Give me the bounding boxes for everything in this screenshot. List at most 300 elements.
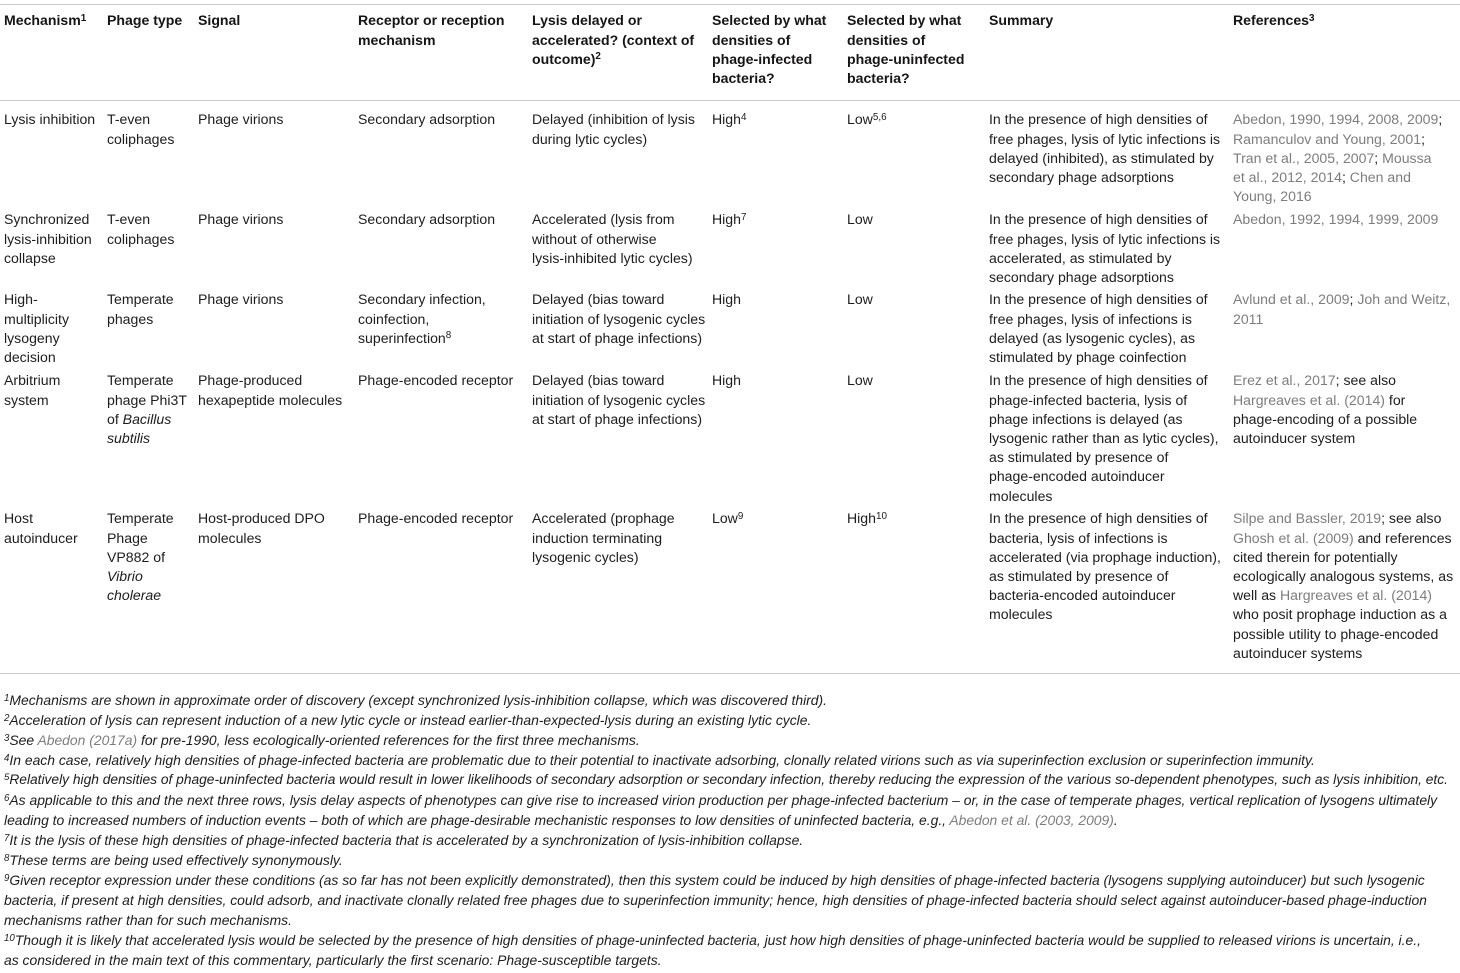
text-segment: Secondary infection, bbox=[358, 291, 486, 308]
text-segment: phage-encoded autoinducer bbox=[989, 468, 1165, 485]
column-header-signal bbox=[198, 11, 354, 30]
text-segment: In the presence of high densities of bbox=[989, 372, 1208, 389]
reference-link[interactable]: Abedon, 1992, 1994, 1999, 2009 bbox=[1233, 211, 1439, 228]
text-segment: initiation of lysogenic cycles bbox=[532, 310, 706, 327]
column-header-infected-density bbox=[712, 11, 843, 88]
cell-line bbox=[989, 586, 1175, 605]
cell-summary bbox=[989, 371, 1229, 505]
text-segment: In the presence of high densities of bbox=[989, 291, 1208, 308]
cell-line bbox=[198, 391, 342, 410]
cell-phage-type bbox=[107, 371, 194, 448]
cell-line bbox=[1233, 130, 1425, 149]
text-segment: Delayed (inhibition of lysis bbox=[532, 111, 695, 128]
footnote-9 bbox=[4, 870, 1456, 930]
text-segment: Temperate bbox=[107, 510, 174, 527]
text-segment: mechanisms rather than for such mechanisms. bbox=[4, 912, 292, 928]
reference-link[interactable]: Young, 2016 bbox=[1233, 188, 1312, 205]
text-segment: bacteria, if present at high densities, could adsorb, and inactivate clonally related free phages due to superinfection immunity; hence, high densities of phage-infected bacteria should select against autoinducer-based phage-induction bbox=[4, 892, 1427, 908]
cell-line bbox=[107, 11, 182, 30]
text-segment: Lysis delayed or bbox=[532, 12, 642, 29]
text-segment: densities of bbox=[847, 31, 926, 48]
footnote-number: 4 bbox=[4, 752, 10, 764]
column-header-mechanism bbox=[4, 11, 103, 30]
text-segment: Receptor or reception bbox=[358, 12, 505, 29]
reference-link[interactable]: Moussa bbox=[1382, 149, 1432, 166]
cell-line bbox=[1233, 644, 1362, 663]
cell-line bbox=[107, 230, 174, 249]
text-segment: autoinducer system bbox=[1233, 429, 1356, 446]
cell-mechanism bbox=[4, 371, 103, 409]
cell-line bbox=[1233, 371, 1396, 390]
text-segment: leading to increased numbers of induction events – both of which are phage-desirable mechanistic responses to low densities of uninfected bacteria, e.g., bbox=[4, 812, 950, 828]
cell-line bbox=[358, 31, 436, 50]
superscript-marker: 7 bbox=[741, 211, 747, 223]
footnote-2 bbox=[4, 710, 1456, 730]
reference-link[interactable]: Erez et al., 2017 bbox=[1233, 372, 1336, 389]
text-segment: phage infections is delayed (as bbox=[989, 410, 1183, 427]
cell-line bbox=[712, 110, 746, 129]
text-segment: lysogeny bbox=[4, 329, 60, 346]
reference-link[interactable]: Hargreaves et al. (2014) bbox=[1280, 587, 1432, 604]
text-segment: ; see also bbox=[1381, 510, 1442, 527]
cell-line bbox=[532, 130, 647, 149]
text-segment: Arbitrium bbox=[4, 372, 61, 389]
text-segment: Delayed (bias toward bbox=[532, 291, 665, 308]
cell-references bbox=[1233, 509, 1454, 663]
text-segment: Low bbox=[847, 291, 873, 308]
text-segment: References bbox=[1233, 12, 1309, 29]
footnote-line bbox=[4, 790, 1437, 810]
cell-line bbox=[1233, 605, 1447, 624]
cell-line bbox=[358, 290, 486, 309]
text-segment: Phage virions bbox=[198, 211, 284, 228]
text-segment: Synchronized bbox=[4, 211, 90, 228]
cell-signal bbox=[198, 110, 354, 129]
text-segment: Low bbox=[847, 211, 873, 228]
table-top-rule bbox=[0, 4, 1460, 5]
cell-line bbox=[989, 149, 1214, 168]
text-segment: Acceleration of lysis can represent induction of a new lytic cycle or instead earlier-than-expected-lysis during an existing lytic cycle. bbox=[9, 712, 812, 728]
text-segment: for bbox=[1384, 391, 1406, 408]
cell-line bbox=[1233, 110, 1442, 129]
text-segment: phage-infected bacteria, lysis of bbox=[989, 391, 1188, 408]
text-segment: molecules bbox=[989, 606, 1053, 623]
footnote-line bbox=[4, 730, 640, 750]
cell-line bbox=[989, 348, 1186, 367]
text-segment: Phage-encoded receptor bbox=[358, 372, 514, 389]
cell-mechanism bbox=[4, 509, 103, 547]
text-segment: for pre-1990, less ecologically-oriented references for the first three mechanisms. bbox=[137, 732, 640, 748]
cell-phage-type bbox=[107, 509, 194, 605]
footnote-number: 3 bbox=[4, 732, 10, 744]
text-segment: molecules bbox=[198, 529, 262, 546]
cell-line bbox=[532, 230, 657, 249]
text-segment: as stimulated by presence of bbox=[989, 449, 1169, 466]
text-segment: ; bbox=[1421, 130, 1425, 147]
cell-summary bbox=[989, 509, 1229, 624]
text-segment: free phages, lysis of infections is bbox=[989, 310, 1192, 327]
cell-mechanism bbox=[4, 290, 103, 367]
text-segment: High bbox=[712, 372, 741, 389]
italic-text: Vibrio bbox=[107, 567, 143, 584]
cell-line bbox=[1233, 310, 1263, 329]
text-segment: . bbox=[1113, 812, 1118, 828]
text-segment: Delayed (bias toward bbox=[532, 372, 665, 389]
text-segment: superinfection bbox=[358, 329, 446, 346]
footnote-8 bbox=[4, 850, 1456, 870]
cell-infected-density bbox=[712, 290, 843, 309]
cell-line bbox=[107, 310, 153, 329]
cell-line bbox=[4, 230, 92, 249]
text-segment: at start of phage infections) bbox=[532, 410, 703, 427]
text-segment: bacteria, lysis of infections is bbox=[989, 529, 1168, 546]
footnote-number: 9 bbox=[4, 872, 10, 884]
reference-link[interactable]: 2011 bbox=[1233, 310, 1264, 327]
cell-line bbox=[989, 467, 1165, 486]
text-segment: lysogenic cycles) bbox=[532, 548, 639, 565]
cell-uninfected-density bbox=[847, 210, 985, 229]
text-segment: Given receptor expression under these conditions (as so far has not been explicitly demonstrated), then this system could be induced by high densities of phage-infected bacteria (lysogens supplying autoinducer) but such lysogenic bbox=[9, 872, 1425, 888]
cell-line bbox=[712, 290, 741, 309]
italic-text: subtilis bbox=[107, 429, 151, 446]
cell-receptor bbox=[358, 110, 528, 129]
text-segment: during lytic cycles) bbox=[532, 130, 648, 147]
text-segment: Summary bbox=[989, 12, 1054, 29]
text-segment: mechanism bbox=[358, 31, 436, 48]
text-segment: of bbox=[107, 410, 123, 427]
text-segment: autoinducer systems bbox=[1233, 644, 1363, 661]
cell-infected-density bbox=[712, 509, 843, 528]
text-segment: T-even bbox=[107, 211, 151, 228]
cell-line bbox=[4, 290, 38, 309]
text-segment: Though it is likely that accelerated lysis would be selected by the presence of high densities of phage-uninfected bacteria, just how high densities of phage-uninfected bacteria would be supplied to released virions is uncertain, i.e., bbox=[14, 932, 1421, 948]
text-segment: free phages, lysis of lytic infections is bbox=[989, 130, 1221, 147]
reference-link[interactable]: Joh and Weitz, bbox=[1357, 291, 1451, 308]
text-segment: collapse bbox=[4, 249, 56, 266]
cell-line bbox=[358, 210, 495, 229]
cell-line bbox=[358, 110, 495, 129]
cell-line bbox=[107, 586, 161, 605]
cell-signal bbox=[198, 509, 354, 547]
cell-line bbox=[4, 11, 86, 30]
cell-lysis-outcome bbox=[532, 290, 708, 348]
text-segment: Temperate bbox=[107, 291, 174, 308]
text-segment: Phage-produced bbox=[198, 372, 303, 389]
text-segment: accelerated, as stimulated by bbox=[989, 249, 1172, 266]
text-segment: VP882 of bbox=[107, 548, 165, 565]
text-segment: ; bbox=[1349, 291, 1358, 308]
column-header-references bbox=[1233, 11, 1454, 30]
text-segment: ; bbox=[1374, 149, 1383, 166]
cell-line bbox=[989, 110, 1208, 129]
cell-line bbox=[712, 509, 743, 528]
footnote-number: 2 bbox=[4, 712, 10, 724]
column-header-receptor bbox=[358, 11, 528, 49]
cell-line bbox=[532, 310, 705, 329]
cell-line bbox=[1233, 149, 1432, 168]
cell-mechanism bbox=[4, 210, 103, 268]
text-segment: cited therein for potentially bbox=[1233, 548, 1398, 565]
reference-link[interactable]: Ramanculov and Young, 2001 bbox=[1233, 130, 1422, 147]
text-segment: hexapeptide molecules bbox=[198, 391, 343, 408]
cell-line bbox=[532, 290, 664, 309]
text-segment: initiation of lysogenic cycles bbox=[532, 391, 706, 408]
cell-receptor bbox=[358, 509, 528, 528]
text-segment: phage-encoding of a possible bbox=[1233, 410, 1418, 427]
cell-line bbox=[358, 329, 451, 348]
cell-line bbox=[989, 329, 1195, 348]
text-segment: phage-uninfected bbox=[847, 50, 965, 67]
text-segment: Mechanisms are shown in approximate order of discovery (except synchronized lysis-inhibition collapse, which was discovered third). bbox=[9, 692, 828, 708]
cell-line bbox=[989, 168, 1174, 187]
footnote-line bbox=[4, 890, 1427, 910]
reference-link[interactable]: Silpe and Bassler, 2019 bbox=[1233, 510, 1382, 527]
text-segment: ; bbox=[1438, 111, 1443, 128]
cell-line bbox=[989, 130, 1220, 149]
cell-line bbox=[1233, 11, 1314, 30]
text-segment: High- bbox=[4, 291, 38, 308]
text-segment: Accelerated (lysis from bbox=[532, 211, 675, 228]
cell-line bbox=[847, 290, 873, 309]
footnote-line bbox=[4, 830, 803, 850]
cell-line bbox=[532, 249, 693, 268]
cell-line bbox=[847, 110, 887, 129]
cell-line bbox=[712, 69, 775, 88]
text-segment: Selected by what bbox=[712, 12, 827, 29]
text-segment: Temperate bbox=[107, 372, 174, 389]
text-segment: possible utility to phage-encoded bbox=[1233, 625, 1439, 642]
cell-infected-density bbox=[712, 210, 843, 229]
footnote-6 bbox=[4, 790, 1456, 830]
text-segment: coliphages bbox=[107, 130, 175, 147]
cell-line bbox=[532, 371, 664, 390]
cell-uninfected-density bbox=[847, 290, 985, 309]
cell-line bbox=[4, 249, 56, 268]
text-segment: induction terminating bbox=[532, 529, 663, 546]
cell-line bbox=[989, 249, 1172, 268]
text-segment: accelerated? (context of bbox=[532, 31, 695, 48]
cell-line bbox=[4, 371, 60, 390]
cell-line bbox=[532, 548, 639, 567]
cell-line bbox=[4, 110, 95, 129]
italic-text: Bacillus bbox=[122, 410, 172, 427]
cell-line bbox=[358, 310, 429, 329]
text-segment: autoinducer bbox=[4, 529, 78, 546]
superscript-marker: 2 bbox=[595, 51, 601, 63]
cell-line bbox=[107, 290, 174, 309]
text-segment: High bbox=[712, 111, 741, 128]
footnote-number: 10 bbox=[4, 932, 15, 944]
text-segment: phages bbox=[107, 310, 154, 327]
cell-line bbox=[1233, 391, 1405, 410]
column-header-lysis-outcome bbox=[532, 11, 708, 69]
text-segment: Mechanism bbox=[4, 12, 81, 29]
text-segment: Relatively high densities of phage-uninfected bacteria would result in lower likelihoods of secondary adsorption or secondary infection, thereby reducing the expression of the various so-dependent phenotypes, such as lysis inhibition, etc. bbox=[9, 772, 1448, 787]
cell-line bbox=[1233, 290, 1450, 309]
italic-text: cholerae bbox=[107, 587, 162, 604]
cell-line bbox=[989, 290, 1208, 309]
text-segment: bacteria? bbox=[847, 69, 910, 86]
cell-line bbox=[989, 391, 1187, 410]
cell-line bbox=[989, 509, 1208, 528]
cell-line bbox=[358, 11, 504, 30]
cell-line bbox=[4, 210, 89, 229]
footnote-line bbox=[4, 850, 343, 870]
cell-phage-type bbox=[107, 290, 194, 328]
cell-line bbox=[1233, 529, 1452, 548]
cell-line bbox=[358, 509, 513, 528]
reference-link[interactable]: Ghosh et al. (2009) bbox=[1233, 529, 1354, 546]
cell-signal bbox=[198, 290, 354, 309]
column-header-uninfected-density bbox=[847, 11, 985, 88]
text-segment: bacteria-encoded autoinducer bbox=[989, 587, 1176, 604]
superscript-marker: 10 bbox=[876, 510, 887, 522]
footnote-number: 1 bbox=[4, 692, 10, 704]
text-segment: In the presence of high densities of bbox=[989, 111, 1208, 128]
cell-line bbox=[4, 329, 60, 348]
text-segment: as stimulated by presence of bbox=[989, 567, 1169, 584]
reference-link[interactable]: Avlund et al., 2009 bbox=[1233, 291, 1350, 308]
cell-line bbox=[1233, 567, 1453, 586]
footnote-number: 7 bbox=[4, 832, 10, 844]
footnote-4 bbox=[4, 750, 1456, 770]
text-segment: delayed (inhibited), as stimulated by bbox=[989, 149, 1214, 166]
cell-lysis-outcome bbox=[532, 110, 708, 148]
cell-receptor bbox=[358, 210, 528, 229]
reference-link[interactable]: Hargreaves et al. (2014) bbox=[1233, 391, 1385, 408]
text-segment: ; bbox=[1341, 168, 1350, 185]
footnote-10 bbox=[4, 930, 1456, 970]
superscript-marker: 1 bbox=[80, 12, 87, 24]
footnote-7 bbox=[4, 830, 1456, 850]
text-segment: stimulated by phage coinfection bbox=[989, 348, 1187, 365]
text-segment: Phage virions bbox=[198, 111, 284, 128]
footnote-1 bbox=[4, 690, 1456, 710]
cell-line bbox=[712, 371, 741, 390]
text-segment: High bbox=[712, 211, 741, 228]
cell-line bbox=[532, 509, 675, 528]
footnote-line bbox=[4, 810, 1118, 830]
header-bottom-rule bbox=[0, 100, 1460, 101]
table-bottom-rule bbox=[0, 673, 1460, 674]
text-segment: and references bbox=[1353, 529, 1452, 546]
cell-line bbox=[107, 529, 148, 548]
reference-link[interactable]: et al., 2012, 2014 bbox=[1233, 168, 1342, 185]
text-segment: densities of bbox=[712, 31, 791, 48]
footnote-line bbox=[4, 930, 1421, 950]
text-segment: Phage type bbox=[107, 12, 183, 29]
text-segment: accelerated (via prophage induction), bbox=[989, 548, 1221, 565]
text-segment: lysogenic rather than as lytic cycles), bbox=[989, 429, 1219, 446]
cell-line bbox=[532, 329, 702, 348]
text-segment: Signal bbox=[198, 12, 241, 29]
cell-line bbox=[532, 410, 702, 429]
cell-line bbox=[198, 529, 261, 548]
cell-line bbox=[1233, 429, 1355, 448]
cell-line bbox=[107, 130, 174, 149]
text-segment: lysis-inhibition bbox=[4, 230, 92, 247]
reference-link[interactable]: Abedon, 1990, 1994, 2008, 2009 bbox=[1233, 111, 1439, 128]
cell-line bbox=[532, 391, 705, 410]
cell-lysis-outcome bbox=[532, 509, 708, 567]
text-segment: delayed (as lysogenic cycles), as bbox=[989, 329, 1196, 346]
cell-line bbox=[712, 31, 790, 50]
footnote-line bbox=[4, 770, 1448, 790]
text-segment: ; see also bbox=[1335, 372, 1396, 389]
cell-line bbox=[989, 567, 1168, 586]
cell-line bbox=[847, 50, 964, 69]
cell-line bbox=[1233, 548, 1398, 567]
text-segment: bacteria? bbox=[712, 69, 775, 86]
text-segment: well as bbox=[1233, 587, 1280, 604]
superscript-marker: 8 bbox=[445, 330, 452, 342]
cell-line bbox=[1233, 586, 1432, 605]
text-segment: secondary phage adsorptions bbox=[989, 268, 1174, 285]
cell-line bbox=[989, 210, 1208, 229]
footnote-line bbox=[4, 690, 827, 710]
text-segment: outcome) bbox=[532, 50, 596, 67]
cell-uninfected-density bbox=[847, 509, 985, 528]
text-segment: These terms are being used effectively synonymously. bbox=[9, 852, 343, 868]
cell-line bbox=[989, 11, 1053, 30]
cell-line bbox=[847, 11, 961, 30]
reference-link[interactable]: Abedon et al. (2003, 2009) bbox=[949, 812, 1114, 828]
text-segment: In the presence of high densities of bbox=[989, 510, 1208, 527]
text-segment: T-even bbox=[107, 111, 151, 128]
text-segment: coliphages bbox=[107, 230, 175, 247]
cell-line bbox=[989, 605, 1052, 624]
text-segment: lysis-inhibited lytic cycles) bbox=[532, 249, 693, 266]
text-segment: It is the lysis of these high densities of phage-infected bacteria that is accelerated by a synchronization of lysis-inhibition collapse. bbox=[9, 832, 804, 848]
cell-phage-type bbox=[107, 210, 194, 248]
cell-line bbox=[4, 348, 56, 367]
text-segment: at start of phage infections) bbox=[532, 329, 703, 346]
text-segment: multiplicity bbox=[4, 310, 69, 327]
cell-line bbox=[1233, 410, 1417, 429]
cell-line bbox=[107, 509, 174, 528]
cell-line bbox=[989, 310, 1192, 329]
cell-line bbox=[989, 230, 1220, 249]
text-segment: Lysis inhibition bbox=[4, 111, 96, 128]
cell-line bbox=[1233, 509, 1441, 528]
reference-link[interactable]: Tran et al., 2005, 2007 bbox=[1233, 149, 1375, 166]
footnote-line bbox=[4, 950, 662, 970]
cell-line bbox=[198, 371, 302, 390]
reference-link[interactable]: Chen and bbox=[1349, 168, 1411, 185]
cell-mechanism bbox=[4, 110, 103, 129]
text-segment: Secondary adsorption bbox=[358, 111, 496, 128]
cell-line bbox=[107, 391, 187, 410]
cell-line bbox=[107, 110, 150, 129]
cell-line bbox=[4, 391, 49, 410]
text-segment: ecologically analogous systems, as bbox=[1233, 567, 1454, 584]
cell-line bbox=[532, 50, 601, 69]
cell-line bbox=[1233, 625, 1438, 644]
superscript-marker: 9 bbox=[737, 510, 744, 522]
cell-line bbox=[989, 268, 1174, 287]
cell-references bbox=[1233, 110, 1454, 206]
cell-signal bbox=[198, 371, 354, 409]
column-header-summary bbox=[989, 11, 1229, 30]
cell-line bbox=[989, 429, 1219, 448]
cell-line bbox=[847, 210, 873, 229]
superscript-marker: 3 bbox=[1309, 12, 1315, 24]
cell-line bbox=[847, 69, 910, 88]
text-segment: system bbox=[4, 391, 49, 408]
cell-line bbox=[989, 410, 1183, 429]
reference-link[interactable]: Abedon (2017a) bbox=[37, 732, 138, 748]
text-segment: without of otherwise bbox=[532, 230, 657, 247]
